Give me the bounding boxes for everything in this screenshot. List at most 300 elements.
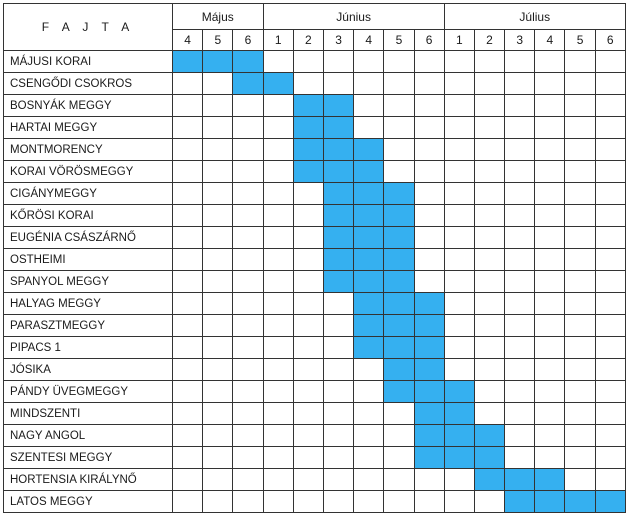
week-header: 4: [354, 30, 384, 51]
week-cell: [505, 73, 535, 95]
variety-row: [4, 447, 626, 469]
ripening-cell: [293, 117, 323, 139]
ripening-cell: [293, 161, 323, 183]
ripening-cell: [444, 447, 474, 469]
ripening-cell: [323, 161, 353, 183]
month-header: Június: [263, 4, 444, 30]
week-cell: [505, 227, 535, 249]
week-cell: [203, 227, 233, 249]
week-cell: [414, 205, 444, 227]
week-cell: [565, 359, 595, 381]
week-cell: [263, 381, 293, 403]
ripening-cell: [414, 293, 444, 315]
week-cell: [474, 51, 504, 73]
week-cell: [233, 381, 263, 403]
week-cell: [474, 337, 504, 359]
week-cell: [173, 315, 203, 337]
week-cell: [203, 271, 233, 293]
variety-row: [4, 271, 626, 293]
week-cell: [414, 491, 444, 513]
week-cell: [595, 95, 625, 117]
ripening-cell: [354, 139, 384, 161]
week-header: 1: [444, 30, 474, 51]
week-cell: [173, 139, 203, 161]
week-cell: [595, 447, 625, 469]
week-cell: [565, 403, 595, 425]
week-cell: [565, 139, 595, 161]
week-cell: [444, 227, 474, 249]
week-cell: [474, 73, 504, 95]
week-cell: [173, 491, 203, 513]
week-cell: [474, 183, 504, 205]
variety-row: [4, 139, 626, 161]
ripening-cell: [595, 491, 625, 513]
variety-name: MINDSZENTI: [4, 403, 173, 425]
week-cell: [444, 183, 474, 205]
variety-name: EUGÉNIA CSÁSZÁRNŐ: [4, 227, 173, 249]
week-cell: [203, 161, 233, 183]
week-header: 3: [323, 30, 353, 51]
week-cell: [444, 293, 474, 315]
ripening-cell: [414, 447, 444, 469]
variety-row: [4, 51, 626, 73]
week-cell: [293, 249, 323, 271]
week-cell: [474, 293, 504, 315]
week-cell: [444, 205, 474, 227]
week-cell: [474, 271, 504, 293]
week-cell: [535, 381, 565, 403]
week-cell: [535, 359, 565, 381]
variety-row: [4, 469, 626, 491]
week-cell: [233, 293, 263, 315]
week-cell: [444, 161, 474, 183]
week-cell: [565, 315, 595, 337]
week-cell: [173, 293, 203, 315]
week-cell: [505, 381, 535, 403]
variety-row: [4, 293, 626, 315]
week-cell: [595, 425, 625, 447]
week-cell: [203, 293, 233, 315]
week-cell: [505, 403, 535, 425]
week-cell: [263, 139, 293, 161]
ripening-cell: [354, 271, 384, 293]
week-cell: [595, 51, 625, 73]
week-cell: [565, 183, 595, 205]
week-header: 5: [565, 30, 595, 51]
week-cell: [505, 161, 535, 183]
week-cell: [203, 183, 233, 205]
week-cell: [293, 293, 323, 315]
ripening-cell: [354, 249, 384, 271]
week-cell: [414, 249, 444, 271]
week-cell: [505, 249, 535, 271]
week-header: 5: [203, 30, 233, 51]
week-cell: [444, 271, 474, 293]
week-cell: [444, 249, 474, 271]
variety-name: KORAI VÖRÖSMEGGY: [4, 161, 173, 183]
week-cell: [323, 315, 353, 337]
week-cell: [233, 161, 263, 183]
variety-name: BOSNYÁK MEGGY: [4, 95, 173, 117]
week-cell: [263, 469, 293, 491]
variety-row: [4, 161, 626, 183]
week-cell: [384, 491, 414, 513]
week-cell: [535, 161, 565, 183]
week-cell: [565, 249, 595, 271]
ripening-cell: [323, 183, 353, 205]
week-cell: [173, 425, 203, 447]
week-cell: [414, 73, 444, 95]
week-cell: [203, 337, 233, 359]
week-cell: [414, 51, 444, 73]
week-cell: [173, 271, 203, 293]
ripening-table: [3, 3, 626, 513]
week-cell: [323, 425, 353, 447]
week-cell: [474, 491, 504, 513]
ripening-cell: [354, 205, 384, 227]
week-cell: [233, 95, 263, 117]
week-cell: [293, 271, 323, 293]
week-cell: [595, 161, 625, 183]
week-cell: [173, 95, 203, 117]
week-cell: [444, 359, 474, 381]
week-cell: [535, 447, 565, 469]
week-cell: [233, 403, 263, 425]
week-cell: [444, 315, 474, 337]
week-cell: [535, 227, 565, 249]
week-cell: [293, 447, 323, 469]
week-cell: [565, 469, 595, 491]
week-cell: [293, 73, 323, 95]
ripening-cell: [414, 359, 444, 381]
week-cell: [354, 491, 384, 513]
week-cell: [203, 469, 233, 491]
week-cell: [565, 205, 595, 227]
week-cell: [474, 161, 504, 183]
week-cell: [444, 491, 474, 513]
variety-row: [4, 381, 626, 403]
week-cell: [263, 271, 293, 293]
ripening-cell: [293, 95, 323, 117]
week-cell: [595, 73, 625, 95]
ripening-cell: [323, 117, 353, 139]
week-cell: [293, 425, 323, 447]
variety-row: [4, 227, 626, 249]
ripening-cell: [474, 447, 504, 469]
week-cell: [384, 469, 414, 491]
ripening-cell: [414, 403, 444, 425]
week-cell: [233, 425, 263, 447]
week-cell: [173, 161, 203, 183]
week-cell: [595, 403, 625, 425]
week-cell: [203, 491, 233, 513]
week-cell: [595, 359, 625, 381]
week-cell: [444, 469, 474, 491]
week-cell: [595, 469, 625, 491]
week-cell: [595, 271, 625, 293]
week-cell: [173, 73, 203, 95]
week-cell: [384, 425, 414, 447]
week-cell: [565, 337, 595, 359]
ripening-cell: [354, 293, 384, 315]
week-cell: [173, 337, 203, 359]
ripening-cell: [384, 359, 414, 381]
ripening-cell: [384, 183, 414, 205]
week-cell: [535, 117, 565, 139]
week-cell: [474, 403, 504, 425]
week-cell: [595, 249, 625, 271]
week-cell: [595, 227, 625, 249]
ripening-cell: [354, 227, 384, 249]
week-cell: [565, 381, 595, 403]
week-cell: [505, 315, 535, 337]
week-cell: [444, 139, 474, 161]
week-cell: [173, 403, 203, 425]
week-header: 4: [173, 30, 203, 51]
ripening-cell: [323, 271, 353, 293]
ripening-cell: [505, 491, 535, 513]
week-cell: [233, 491, 263, 513]
week-cell: [505, 183, 535, 205]
week-cell: [263, 117, 293, 139]
week-cell: [263, 183, 293, 205]
week-cell: [173, 205, 203, 227]
week-cell: [263, 51, 293, 73]
week-cell: [595, 315, 625, 337]
ripening-cell: [233, 73, 263, 95]
week-cell: [263, 447, 293, 469]
variety-row: [4, 205, 626, 227]
ripening-cell: [444, 425, 474, 447]
week-cell: [293, 359, 323, 381]
week-cell: [173, 227, 203, 249]
variety-name: HORTENSIA KIRÁLYNŐ: [4, 469, 173, 491]
variety-name: HARTAI MEGGY: [4, 117, 173, 139]
week-cell: [233, 337, 263, 359]
week-cell: [233, 469, 263, 491]
week-cell: [323, 403, 353, 425]
variety-name: MÁJUSI KORAI: [4, 51, 173, 73]
week-cell: [354, 469, 384, 491]
week-cell: [565, 117, 595, 139]
week-cell: [505, 271, 535, 293]
variety-name: PÁNDY ÜVEGMEGGY: [4, 381, 173, 403]
variety-row: [4, 249, 626, 271]
week-cell: [233, 139, 263, 161]
week-cell: [474, 139, 504, 161]
week-cell: [384, 117, 414, 139]
week-cell: [565, 73, 595, 95]
week-cell: [293, 205, 323, 227]
week-cell: [474, 359, 504, 381]
week-cell: [323, 73, 353, 95]
variety-name: KŐRÖSI KORAI: [4, 205, 173, 227]
ripening-cell: [323, 95, 353, 117]
week-cell: [384, 51, 414, 73]
ripening-cell: [293, 139, 323, 161]
week-cell: [354, 117, 384, 139]
week-cell: [233, 183, 263, 205]
variety-name: PARASZTMEGGY: [4, 315, 173, 337]
week-cell: [535, 337, 565, 359]
week-cell: [474, 381, 504, 403]
week-cell: [354, 447, 384, 469]
week-cell: [203, 403, 233, 425]
week-cell: [354, 51, 384, 73]
ripening-cell: [323, 205, 353, 227]
ripening-cell: [505, 469, 535, 491]
week-cell: [354, 403, 384, 425]
variety-name: MONTMORENCY: [4, 139, 173, 161]
week-cell: [233, 117, 263, 139]
week-cell: [293, 381, 323, 403]
ripening-cell: [384, 249, 414, 271]
ripening-cell: [233, 51, 263, 73]
week-cell: [444, 337, 474, 359]
week-cell: [233, 359, 263, 381]
week-cell: [263, 95, 293, 117]
week-cell: [535, 95, 565, 117]
ripening-cell: [565, 491, 595, 513]
week-cell: [263, 161, 293, 183]
week-cell: [505, 337, 535, 359]
variety-row: [4, 95, 626, 117]
ripening-cell: [474, 425, 504, 447]
variety-row: [4, 117, 626, 139]
week-cell: [595, 117, 625, 139]
week-header: 4: [535, 30, 565, 51]
variety-name: LATOS MEGGY: [4, 491, 173, 513]
week-cell: [263, 403, 293, 425]
ripening-cell: [384, 337, 414, 359]
week-header: 6: [595, 30, 625, 51]
ripening-cell: [203, 51, 233, 73]
week-cell: [414, 227, 444, 249]
week-cell: [565, 161, 595, 183]
variety-row: [4, 403, 626, 425]
week-cell: [323, 51, 353, 73]
week-cell: [233, 271, 263, 293]
week-cell: [535, 249, 565, 271]
ripening-cell: [384, 315, 414, 337]
ripening-cell: [535, 469, 565, 491]
week-cell: [535, 403, 565, 425]
week-cell: [293, 337, 323, 359]
week-cell: [323, 491, 353, 513]
week-cell: [595, 139, 625, 161]
variety-row: [4, 337, 626, 359]
week-cell: [354, 95, 384, 117]
variety-name: SZENTESI MEGGY: [4, 447, 173, 469]
ripening-cell: [384, 227, 414, 249]
week-cell: [414, 117, 444, 139]
week-cell: [293, 51, 323, 73]
week-header: 3: [505, 30, 535, 51]
variety-name: CSENGŐDI CSOKROS: [4, 73, 173, 95]
week-cell: [173, 183, 203, 205]
variety-row: [4, 315, 626, 337]
week-cell: [263, 315, 293, 337]
week-cell: [384, 139, 414, 161]
week-cell: [535, 271, 565, 293]
week-cell: [323, 381, 353, 403]
week-cell: [323, 359, 353, 381]
variety-name: NAGY ANGOL: [4, 425, 173, 447]
week-cell: [173, 381, 203, 403]
variety-name: PIPACS 1: [4, 337, 173, 359]
variety-row: [4, 183, 626, 205]
variety-row: [4, 425, 626, 447]
week-cell: [263, 249, 293, 271]
ripening-cell: [444, 403, 474, 425]
week-cell: [203, 205, 233, 227]
week-cell: [384, 95, 414, 117]
week-cell: [233, 249, 263, 271]
week-cell: [323, 293, 353, 315]
ripening-cell: [354, 315, 384, 337]
week-cell: [505, 95, 535, 117]
week-cell: [505, 205, 535, 227]
ripening-cell: [263, 73, 293, 95]
ripening-cell: [323, 227, 353, 249]
week-cell: [505, 139, 535, 161]
ripening-cell: [354, 337, 384, 359]
month-header: Július: [444, 4, 625, 30]
week-cell: [414, 183, 444, 205]
week-cell: [565, 227, 595, 249]
week-cell: [595, 381, 625, 403]
variety-row: [4, 491, 626, 513]
week-cell: [414, 271, 444, 293]
variety-name: JÓSIKA: [4, 359, 173, 381]
week-header: 1: [263, 30, 293, 51]
week-cell: [354, 381, 384, 403]
week-cell: [384, 161, 414, 183]
week-cell: [535, 139, 565, 161]
week-cell: [595, 337, 625, 359]
week-cell: [203, 249, 233, 271]
week-header: 6: [414, 30, 444, 51]
week-cell: [444, 95, 474, 117]
week-cell: [535, 51, 565, 73]
week-cell: [263, 425, 293, 447]
week-cell: [263, 491, 293, 513]
variety-row: [4, 73, 626, 95]
variety-name: HALYAG MEGGY: [4, 293, 173, 315]
week-cell: [203, 425, 233, 447]
ripening-cell: [444, 381, 474, 403]
week-cell: [414, 161, 444, 183]
week-header: 6: [233, 30, 263, 51]
week-cell: [173, 249, 203, 271]
week-cell: [535, 205, 565, 227]
week-cell: [354, 359, 384, 381]
week-cell: [263, 205, 293, 227]
week-cell: [293, 227, 323, 249]
week-cell: [474, 205, 504, 227]
week-cell: [535, 293, 565, 315]
week-cell: [595, 183, 625, 205]
month-header: Május: [173, 4, 264, 30]
ripening-cell: [384, 381, 414, 403]
ripening-cell: [323, 249, 353, 271]
week-cell: [474, 117, 504, 139]
week-cell: [173, 117, 203, 139]
variety-name: CIGÁNYMEGGY: [4, 183, 173, 205]
week-cell: [565, 271, 595, 293]
week-cell: [565, 51, 595, 73]
week-cell: [384, 447, 414, 469]
